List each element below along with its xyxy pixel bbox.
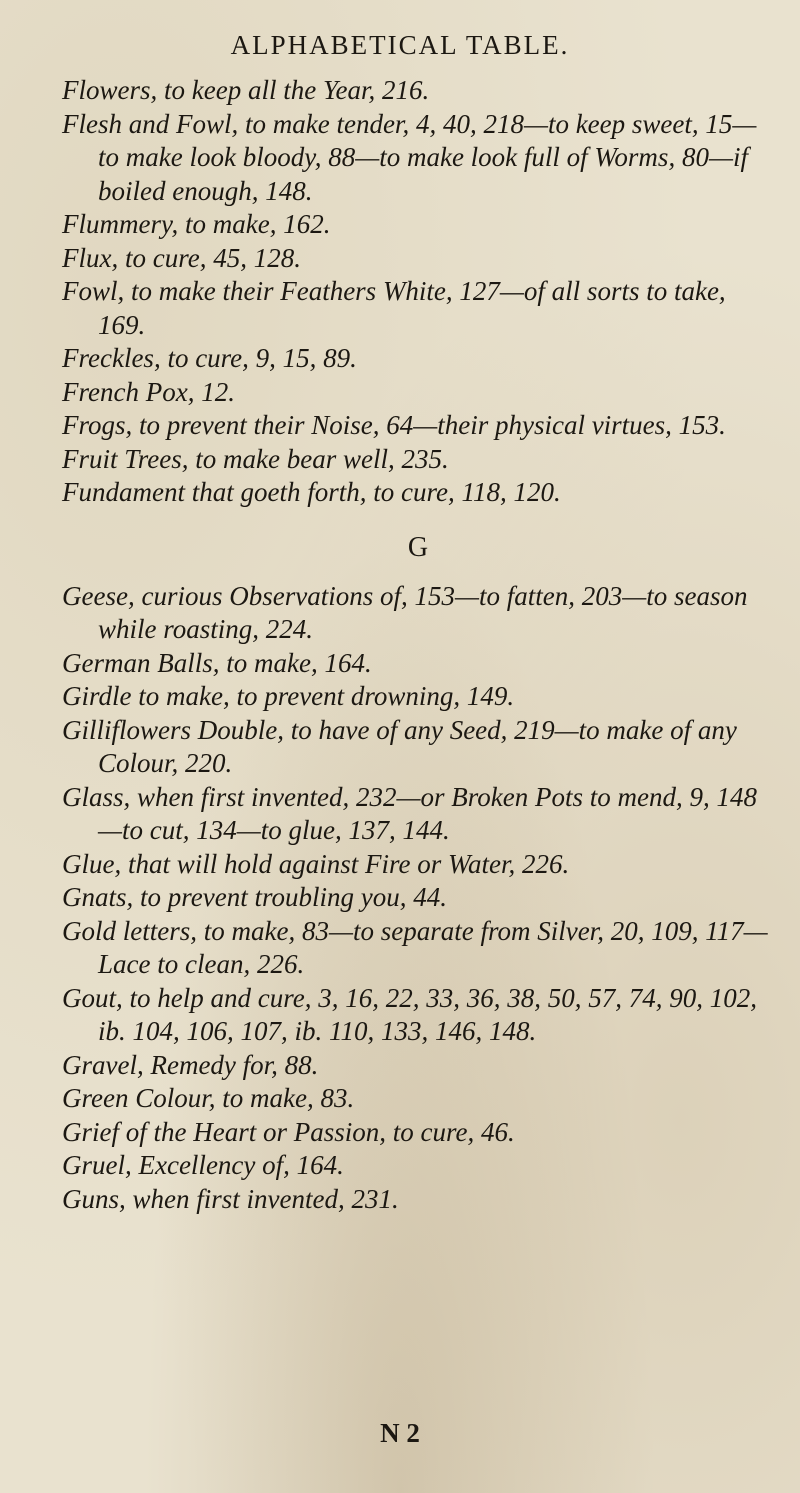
index-entry: Flowers, to keep all the Year, 216. [62, 75, 430, 105]
signature-mark: N 2 [380, 1418, 420, 1448]
index-entry: Glass, when first invented, 232—or Broken Pots to mend, 9, 148—to cut, 134—to glue, 137, 144. [62, 781, 757, 845]
index-entry: Green Colour, to make, 83. [62, 1083, 355, 1113]
index-entry: Guns, when first invented, 231. [62, 1183, 399, 1214]
index-entry: German Balls, to make, 164. [62, 647, 372, 678]
index-entry: Flesh and Fowl, to make tender, 4, 40, 218—to keep sweet, 15—to make look bloody, 88—to make look full of Worms, 80—if boiled enough, 148. [62, 108, 757, 206]
index-entry: Freckles, to cure, 9, 15, 89. [62, 343, 357, 373]
index-entries [62, 74, 774, 1216]
index-entry: Gravel, Remedy for, 88. [62, 1049, 319, 1080]
index-entry: Gnats, to prevent troubling you, 44. [62, 882, 447, 912]
index-entry: Geese, curious Observations of, 153—to fatten, 203—to season while roasting, 224. [62, 580, 748, 644]
index-entry: French Pox, 12. [62, 376, 235, 407]
index-entry: Fundament that goeth forth, to cure, 118, 120. [62, 477, 561, 507]
index-entry: Grief of the Heart or Passion, to cure, 46. [62, 1116, 515, 1147]
index-entry: Gout, to help and cure, 3, 16, 22, 33, 36, 38, 50, 57, 74, 90, 102, ib. 104, 106, 107, ib. 110, 133, 146, 148. [62, 982, 757, 1046]
index-entry: Flux, to cure, 45, 128. [62, 242, 301, 273]
index-entry: Gilliflowers Double, to have of any Seed, 219—to make of any Colour, 220. [62, 714, 737, 778]
index-entry: Frogs, to prevent their Noise, 64—their physical virtues, 153. [62, 410, 726, 440]
index-entry: Flummery, to make, 162. [62, 209, 331, 239]
index-entry: Gruel, Excellency of, 164. [62, 1150, 344, 1180]
index-entry: Girdle to make, to prevent drowning, 149. [62, 681, 515, 711]
index-entry: Gold letters, to make, 83—to separate from Silver, 20, 109, 117—Lace to clean, 226. [62, 915, 768, 979]
index-entry: Fruit Trees, to make bear well, 235. [62, 443, 449, 474]
page-header: ALPHABETICAL TABLE. [230, 30, 570, 60]
section-letter: G [407, 531, 429, 563]
index-entry: Glue, that will hold against Fire or Water, 226. [62, 848, 570, 879]
index-entry: Fowl, to make their Feathers White, 127—of all sorts to take, 169. [62, 276, 726, 340]
